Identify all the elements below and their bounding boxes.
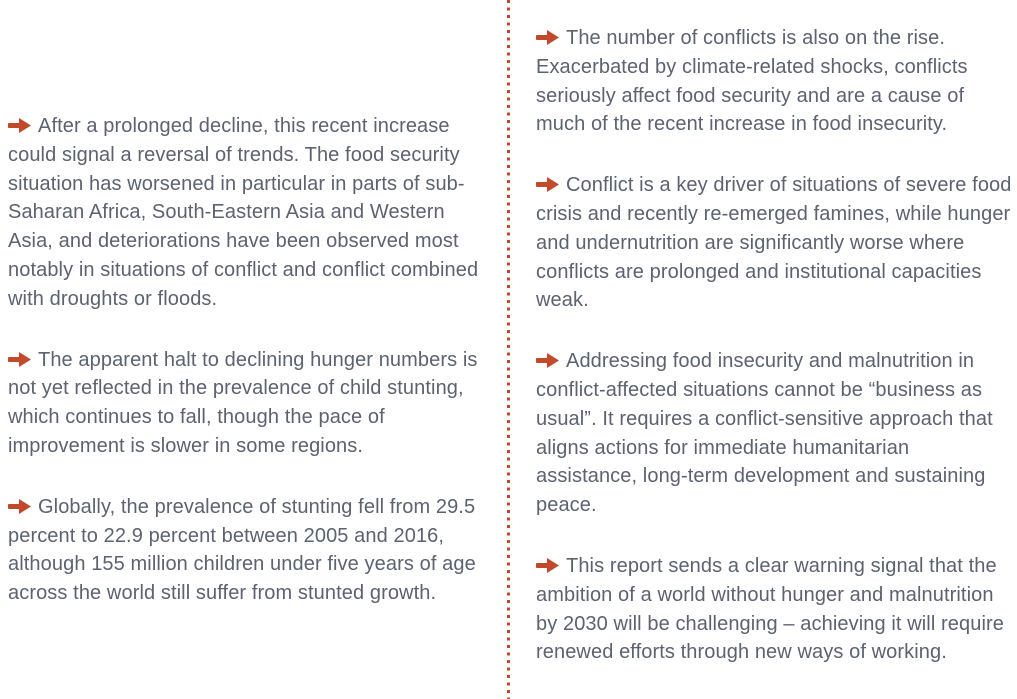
paragraph-text: Addressing food insecurity and malnutrition in conflict-affected situations cannot be “business as usual”. It requires a conflict-sensitive approach that aligns actions for immediate humanitarian assistance, long-term development and sustaining peace. [536, 350, 993, 517]
right-arrow-icon [536, 30, 559, 45]
right-arrow-icon [8, 352, 31, 367]
right-arrow-icon [8, 499, 31, 514]
bullet-paragraph [536, 24, 1013, 139]
right-column [536, 24, 1013, 667]
bullet-paragraph [8, 346, 491, 461]
paragraph-text: This report sends a clear warning signal that the ambition of a world without hunger and malnutrition by 2030 will be challenging – achieving it will require renewed efforts through new ways of working. [536, 554, 1004, 664]
paragraph-text: Globally, the prevalence of stunting fell from 29.5 percent to 22.9 percent between 2005 and 2016, although 155 million children under five years of age across the world still suffer from stunted growth. [8, 495, 476, 605]
bullet-paragraph [8, 112, 491, 314]
right-arrow-icon [536, 558, 559, 573]
paragraph-text: After a prolonged decline, this recent increase could signal a reversal of trends. The food security situation has worsened in particular in parts of sub-Saharan Africa, South-Eastern Asia and Western Asia, and deteriorations have been observed most notably in situations of conflict and conflict combined with droughts or floods. [8, 115, 479, 310]
paragraph-text: The number of conflicts is also on the rise. Exacerbated by climate-related shocks, conflicts seriously affect food security and are a cause of much of the recent increase in food insecurity. [536, 27, 968, 136]
bullet-paragraph [536, 552, 1013, 667]
right-arrow-icon [8, 118, 31, 133]
bullet-paragraph [536, 171, 1013, 315]
right-arrow-icon [536, 353, 559, 368]
paragraph-text: Conflict is a key driver of situations of severe food crisis and recently re-emerged famines, while hunger and undernutrition are significantly worse where conflicts are prolonged and institutional capacities weak. [536, 174, 1012, 312]
right-arrow-icon [536, 177, 559, 192]
bullet-paragraph [8, 493, 491, 608]
dotted-column-divider [507, 0, 510, 699]
left-column [8, 112, 491, 608]
paragraph-text: The apparent halt to declining hunger numbers is not yet reflected in the prevalence of child stunting, which continues to fall, though the pace of improvement is slower in some regions. [8, 348, 478, 457]
bullet-paragraph [536, 347, 1013, 520]
